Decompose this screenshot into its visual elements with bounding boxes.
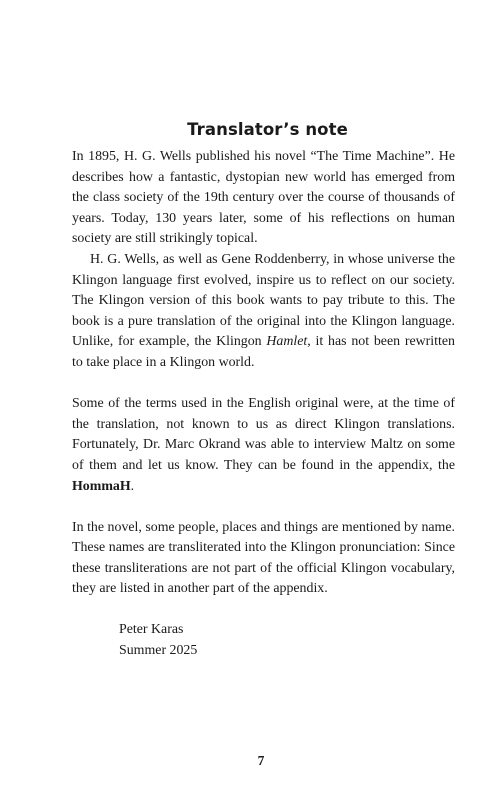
paragraph-1: In 1895, H. G. Wells published his novel “The Time Machine”. He describes how a fantastic, dystopian new world has emerged from the class society of the 19th century over the course of thousands of years. Today, 130 years later, some of his reflections on human society are still strikingly topical.: [72, 149, 455, 247]
paragraph-3-text-start: Some of the terms used in the English original were, at the time of the translation, not known to us as direct Klingon translations. Fortunately, Dr. Marc Okrand was able to interview Maltz on some of them and let us know. They can be found in the appendix, the: [72, 396, 455, 473]
signature-date: Summer 2025: [119, 642, 198, 658]
signature-block: [72, 620, 455, 661]
paragraph-3: [72, 394, 455, 497]
page-number: 7: [257, 753, 265, 768]
hommah-term: HommaH: [72, 478, 131, 494]
paragraph-2: [72, 250, 455, 374]
signature-name: Peter Karas: [119, 622, 184, 638]
paragraph-2-text-start: H. G. Wells, as well as Gene Roddenberry, in whose universe the Klingon language first evolved, inspire us to reflect on our society. The Klingon version of this book wants to pay tribute to this. The book is a pure translation of the original into the Klingon language. Unlike, for example, the Klingon: [72, 251, 455, 350]
paragraph-4: In the novel, some people, places and things are mentioned by name. These names are transliterated into the Klingon pronunciation: Since these transliterations are not part of the official Klingon vocabulary, they are listed in another part of the appendix.: [72, 519, 455, 597]
hamlet-title: Hamlet: [266, 334, 308, 350]
translators-note-page: [72, 120, 455, 661]
page-title: Translator’s note: [187, 120, 348, 139]
paragraph-3-text-end: .: [130, 478, 135, 494]
paragraph-2-text-end: , it has not been rewritten to take place in a Klingon world.: [72, 334, 455, 370]
